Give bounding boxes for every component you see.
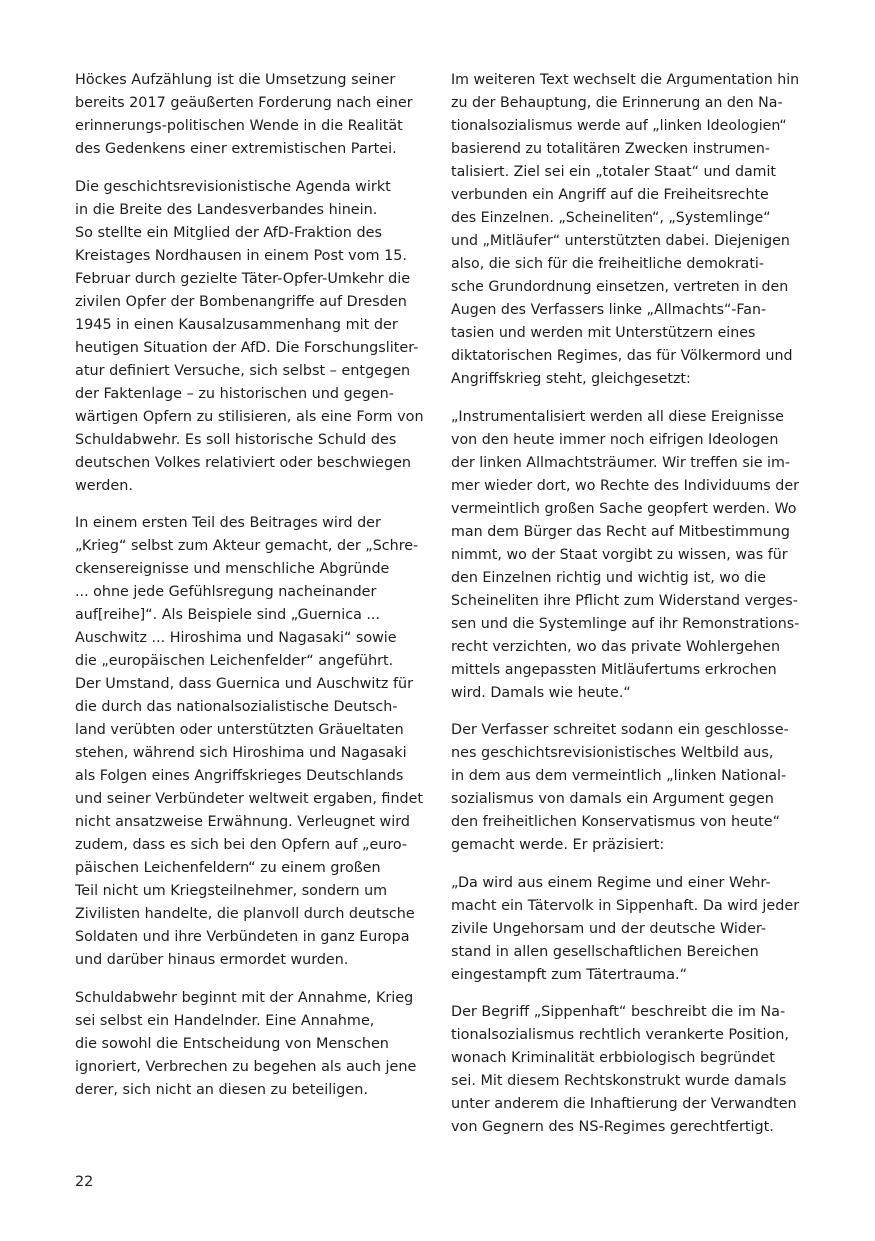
page-number: 22 [75, 1174, 94, 1190]
paragraph: Schuldabwehr beginnt mit der Annahme, Krieg sei selbst ein Handelnder. Eine Annahme, die sowohl die Entscheidung von Menschen ignoriert, Verbrechen zu begehen als auch jene derer, sich nicht an diesen zu beteiligen. [75, 989, 417, 1098]
block-quote: „Instrumentalisiert werden all diese Ereignisse von den heute immer noch eifrigen Ideologen der linken Allmachtsträumer. Wir treffen sie im- mer wieder dort, wo Rechte des Individuums der vermeintlich großen Sache geopfert werden. Wo man dem Bürger das Recht auf Mitbestimmung nimmt, wo der Staat vorgibt zu wissen, was für den Einzelnen richtig und wichtig ist, wo die Scheineliten ihre Pflicht zum Widerstand verges- sen und die Systemlinge auf ihr Remonstrations- recht verzichten, wo das private Wohlergehen mittels angepassten Mitläufertums erkrochen wird. Damals wie heute.“ [451, 408, 800, 701]
paragraph: Höckes Aufzählung ist die Umsetzung seiner bereits 2017 geäußerten Forderung nach einer erinnerungs-politischen Wende in die Realität des Gedenkens einer extremistischen Partei. [75, 72, 413, 157]
left-column [75, 69, 425, 1116]
paragraph: Die geschichtsrevisionistische Agenda wirkt in die Breite des Landesverbandes hinein. So stellte ein Mitglied der AfD-Fraktion des Kreistages Nordhausen in einem Post vom 15. Februar durch gezielte Täter-Opfer-Umkehr die zivilen Opfer der Bombenangriffe auf Dresden 1945 in einen Kausalzusammenhang mit der heutigen Situation der AfD. Die Forschungsliter- atur definiert Versuche, sich selbst – entgegen der Faktenlage – zu historischen und gegen- wärtigen Opfern zu stilisieren, als eine Form von Schuldabwehr. Es soll historische Schuld des deutschen Volkes relativiert oder beschwiegen werden. [75, 178, 424, 494]
right-column [451, 69, 801, 1154]
paragraph: In einem ersten Teil des Beitrages wird der „Krieg“ selbst zum Akteur gemacht, der „Schre- ckensereignisse und menschliche Abgründe ... ohne jede Gefühlsregung nacheinander auf[reihe]“. Als Beispiele sind „Guernica ... Auschwitz ... Hiroshima und Nagasaki“ sowie die „europäischen Leichenfelder“ angeführt. Der Umstand, dass Guernica und Auschwitz für die durch das nationalsozialistische Deutsch- land verübten oder unterstützten Gräueltaten stehen, während sich Hiroshima und Nagasaki als Folgen eines Angriffskrieges Deutschlands und seiner Verbündeter weltweit ergaben, findet nicht ansatzweise Erwähnung. Verleugnet wird zudem, dass es sich bei den Opfern auf „euro- päischen Leichenfeldern“ zu einem großen Teil nicht um Kriegsteilnehmer, sondern um Zivilisten handelte, die planvoll durch deutsche Soldaten und ihre Verbündeten in ganz Europa und darüber hinaus ermordet wurden. [75, 515, 423, 968]
paragraph: Der Begriff „Sippenhaft“ beschreibt die im Na- tionalsozialismus rechtlich verankerte Position, wonach Kriminalität erbbiologisch begründet sei. Mit diesem Rechtskonstrukt wurde damals unter anderem die Inhaftierung der Verwandten von Gegnern des NS-Regimes gerechtfertigt. [451, 1004, 797, 1135]
block-quote: „Da wird aus einem Regime und einer Wehr- macht ein Tätervolk in Sippenhaft. Da wird jeder zivile Ungehorsam und der deutsche Wider- stand in allen gesellschaftlichen Bereichen eingestampft zum Tätertrauma.“ [451, 874, 800, 983]
paragraph: Im weiteren Text wechselt die Argumentation hin zu der Behauptung, die Erinnerung an den Na- tionalsozialismus werde auf „linken Ideologien“ basierend zu totalitären Zwecken instrumen- talisiert. Ziel sei ein „totaler Staat“ und damit verbunden ein Angriff auf die Freiheitsrechte des Einzelnen. „Scheineliten“, „Systemlinge“ und „Mitläufer“ unterstützten dabei. Diejenigen also, die sich für die freiheitliche demokrati- sche Grundordnung einsetzen, vertreten in den Augen des Verfassers linke „Allmachts“-Fan- tasien und werden mit Unterstützern eines diktatorischen Regimes, das für Völkermord und Angriffskrieg steht, gleichgesetzt: [451, 72, 800, 387]
paragraph: Der Verfasser schreitet sodann ein geschlosse- nes geschichtsrevisionistisches Weltbild aus, in dem aus dem vermeintlich „linken National- sozialismus von damals ein Argument gegen den freiheitlichen Konservatismus von heute“ gemacht werde. Er präzisiert: [451, 722, 789, 853]
